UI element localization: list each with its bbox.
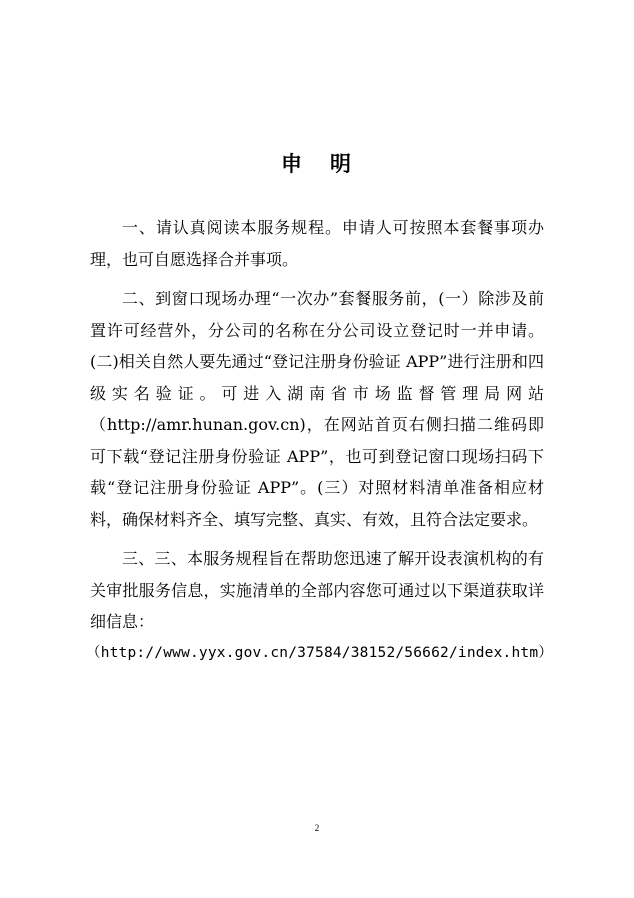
title-char-2: 明 (330, 152, 353, 176)
title-char-1: 申 (281, 152, 304, 176)
paragraph-3: 三、三、本服务规程旨在帮助您迅速了解开设表演机构的有关审批服务信息，实施清单的全部内容您可通过以下渠道获取详细信息： (90, 549, 544, 631)
page-number: 2 (314, 823, 320, 833)
body-text (86, 212, 553, 669)
paragraph-2: 二、到窗口现场办理“一次办”套餐服务前，(一）除涉及前置许可经营外，分公司的名称在分公司设立登记时一并申请。(二)相关自然人要先通过“登记注册身份验证 APP”进行注册和四级实名验证。可进入湖南省市场监督管理局网站（http://amr.hunan.gov.cn)，在网站首页右侧扫描二维码即可下载“登记注册身份验证 APP”，也可到登记窗口现场扫码下载“登记注册身份验证 APP”。(三）对照材料清单准备相应材料，确保材料齐全、填写完整、真实、有效，且符合法定要求。 (90, 289, 544, 529)
url-line: （http://www.yyx.gov.cn/37584/38152/56662/index.htm） (86, 644, 553, 661)
page-title (0, 148, 634, 178)
paragraph-1: 一、请认真阅读本服务规程。申请人可按照本套餐事项办理，也可自愿选择合并事项。 (90, 218, 544, 269)
